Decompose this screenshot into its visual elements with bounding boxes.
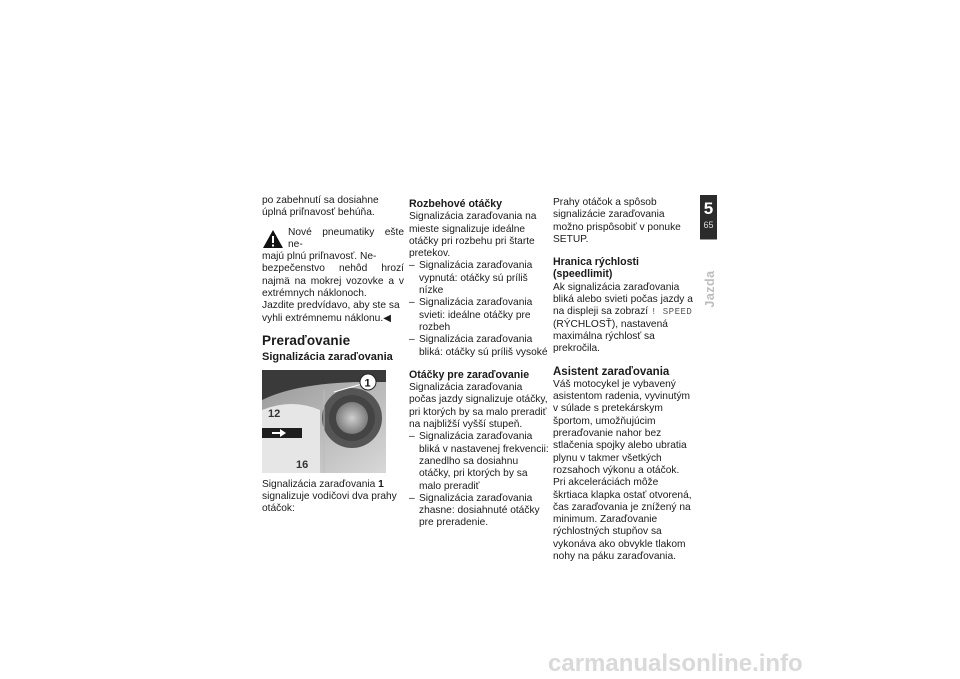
figure-caption: Signalizácia zaraďovania 1 signalizuje vodičovi dva prahy otáčok: <box>262 478 397 515</box>
shift-rpm-text: Signalizácia zaraďovania počas jazdy signalizuje otáčky, pri ktorých by sa malo preradiť na najbližší vyšší stupeň. <box>409 382 548 431</box>
list-item: – Signalizácia zaraďovania svieti: ideálne otáčky pre rozbeh <box>409 297 551 334</box>
tab-divider <box>700 239 717 240</box>
column-left <box>262 195 404 515</box>
tick-label-16: 16 <box>296 458 309 471</box>
chapter-name-vertical <box>704 262 718 322</box>
shift-rpm-list <box>409 431 551 529</box>
tick-label-12: 12 <box>268 407 281 420</box>
column-right <box>553 197 693 563</box>
list-item: – Signalizácia zaraďovania bliká: otáčky sú príliš vysoké <box>409 334 551 359</box>
list-item: – Signalizácia zaraďovania zhasne: dosiahnuté otáčky pre preradenie. <box>409 493 551 530</box>
heading-speedlimit: Hranica rýchlosti (speedlimit) <box>553 256 639 281</box>
end-mark-icon: ◀ <box>383 312 392 324</box>
heading-shift-rpm: Otáčky pre zaraďovanie <box>409 368 530 381</box>
display-speed-readout: ! SPEED <box>650 307 693 318</box>
chapter-number: 5 <box>703 199 714 218</box>
heading-launch-rpm: Rozbehové otáčky <box>409 198 503 210</box>
shift-assistant-text: Váš motocykel je vybavený asistentom radenia, vyvinutým v súlade s pretekárskym športom, umožňujúcim preraďovanie nahor bez stlačenia spojky alebo ubratia plynu v takmer všetkých rozsahoch výkonu a otáčok. Pri akceleráciách môže škrtiaca klapka ostať otvorená, čas zaraďovania je znížený na minimum. Zaraďovanie rýchlostných stupňov sa vykonáva ako obvykle tlakom nohy na páku zaraďovania. <box>553 378 692 563</box>
column-middle <box>409 198 551 530</box>
chapter-tab <box>700 195 717 239</box>
warning-block <box>262 227 404 301</box>
chapter-name: Jazda <box>703 270 717 308</box>
advice-text: Jazdite predvídavo, aby ste sa vyhli extrémnemu náklonu.◀ <box>262 300 400 324</box>
figure-callout-1: 1 <box>364 377 371 390</box>
section-title: Preraďovanie <box>262 332 351 348</box>
launch-rpm-text: Signalizácia zaraďovania na mieste signalizuje ideálne otáčky pri rozbehu pri štarte pretekov. <box>409 211 537 260</box>
instrument-cluster-illustration <box>262 370 386 473</box>
warning-text: Nové pneumatiky ešte ne- majú plnú priľnavosť. Ne- bezpečenstvo nehôd hrozí najmä na mokrej vozovke a v extrémnych náklonoch. <box>262 226 404 300</box>
intro-text: po zabehnutí sa dosiahne úplná priľnavosť behúňa. <box>262 195 379 219</box>
list-item: – Signalizácia zaraďovania vypnutá: otáčky sú príliš nízke <box>409 260 551 297</box>
heading-shift-assistant: Asistent zaraďovania <box>553 365 670 378</box>
launch-rpm-list <box>409 260 551 358</box>
list-item: – Signalizácia zaraďovania bliká v nastavenej frekvencii: zanedlho sa dosiahnu otáčky, pri ktorých by sa malo preradiť <box>409 431 551 492</box>
subsection-title: Signalizácia zaraďovania <box>262 351 393 364</box>
speedlimit-text: Ak signalizácia zaraďovania bliká alebo svieti počas jazdy a na displeji sa zobrazí ! SPEED (RÝCHLOSŤ), nastavená maximálna rýchlosť sa prekročila. <box>553 281 693 355</box>
setup-text: Prahy otáčok a spôsob signalizácie zaraďovania možno prispôsobiť v ponuke SETUP. <box>553 197 681 245</box>
warning-triangle-icon <box>262 229 284 249</box>
instrument-cluster-figure <box>262 370 386 473</box>
page-number: 65 <box>703 220 714 230</box>
watermark: carmanualsonline.info <box>548 650 803 677</box>
